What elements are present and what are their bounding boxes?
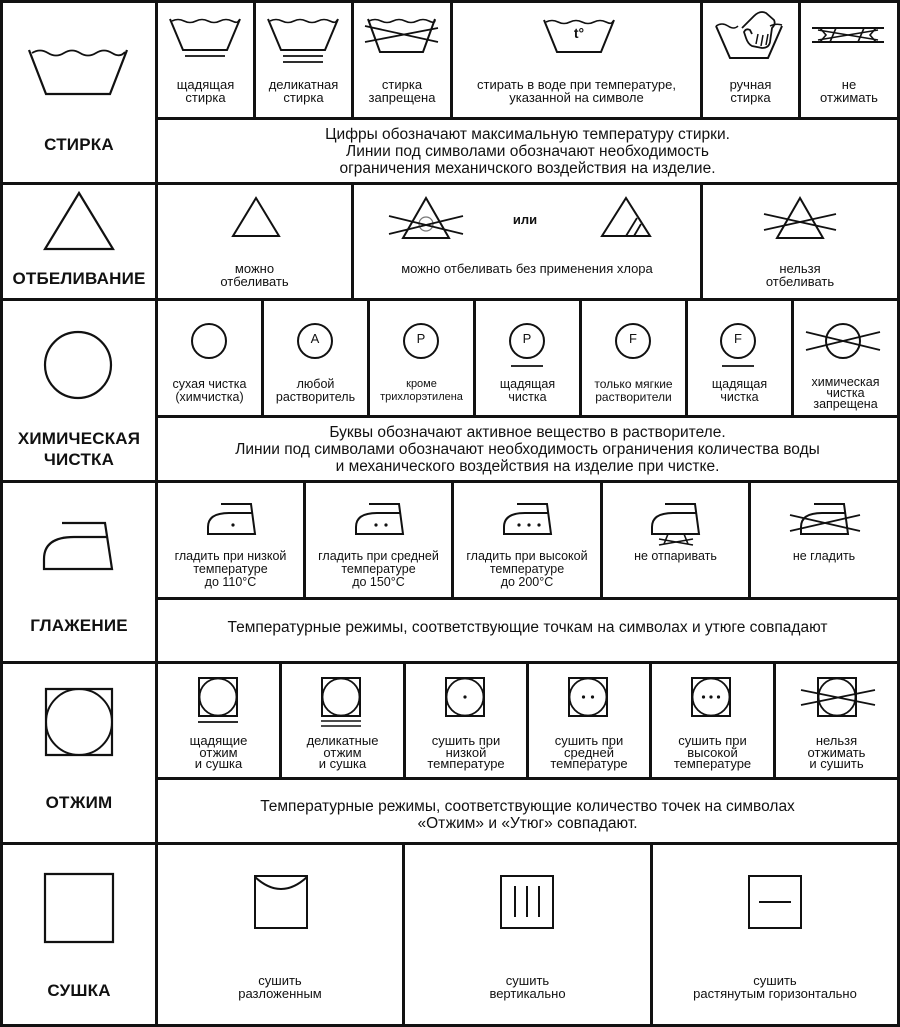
section-note: Температурные режимы, соответствующие точкам на символах и утюге совпадают [227, 619, 828, 636]
delicate-wash-icon [267, 18, 339, 64]
row-divider [155, 117, 900, 120]
no-iron-icon [788, 503, 862, 535]
tumble-low-icon [445, 677, 485, 717]
no-steam-icon [651, 503, 701, 547]
item-label: гладить при средней температуре до 150°C [318, 549, 439, 589]
no-bleach-icon [762, 196, 838, 240]
dry-icon [44, 873, 114, 943]
item-label: сушить при средней температуре [550, 733, 628, 771]
section-note: Буквы обозначают активное вещество в растворителе. Линии под символами обозначают необходимость ограничения количества воды и механического воздействия на изделие при чистке. [235, 424, 820, 475]
item-label: щадящая стирка [176, 77, 235, 105]
no-wring-icon [812, 26, 884, 44]
item-label: можно отбеливать без применения хлора [401, 261, 653, 276]
non-chlorine-bleach-icon [600, 196, 652, 238]
temperature-symbol-text: t° [573, 25, 585, 41]
item-label: щадящие отжим и сушка [189, 733, 248, 771]
solvent-letter: P [416, 331, 426, 346]
tumble-gentle-icon [198, 677, 238, 725]
no-dry-clean-icon [804, 322, 882, 360]
dry-clean-icon [190, 322, 228, 360]
item-label: сушить растянутым горизонтально [693, 973, 857, 1001]
section-divider [0, 842, 900, 845]
iron-medium-icon [355, 503, 405, 535]
cell-divider [600, 480, 603, 599]
solvent-letter: A [310, 331, 320, 346]
hand-wash-icon [714, 8, 786, 60]
item-label: щадящая чистка [499, 377, 556, 404]
tumble-medium-icon [568, 677, 608, 717]
cell-divider [351, 182, 354, 300]
wash-icon [28, 48, 128, 98]
bleach-allowed-icon [231, 196, 281, 238]
iron-low-icon [207, 503, 257, 535]
gentle-wash-icon [169, 18, 241, 58]
category-label: ХИМИЧЕСКАЯ ЧИСТКА [17, 429, 141, 469]
section-divider [0, 182, 900, 185]
item-label: стирать в воде при температуре, указанной на символе [477, 77, 676, 105]
section-divider [0, 298, 900, 301]
item-label: не гладить [792, 549, 856, 563]
item-label: нельзя отбеливать [765, 261, 835, 289]
category-label: СТИРКА [44, 135, 114, 154]
item-label: стирка запрещена [368, 77, 436, 105]
category-label: СУШКА [47, 981, 111, 1000]
item-label: не отжимать [820, 77, 878, 105]
tumble-dry-icon [45, 688, 113, 756]
item-label: деликатные отжим и сушка [306, 733, 379, 771]
item-label: гладить при низкой температуре до 110°C [174, 549, 287, 589]
section-divider [0, 661, 900, 664]
item-label: щадящая чистка [711, 377, 768, 404]
or-text: или [512, 212, 538, 227]
dry-horizontal-icon [748, 875, 802, 929]
solvent-letter: F [734, 331, 742, 346]
item-label: деликатная стирка [268, 77, 339, 105]
item-label: ручная стирка [729, 77, 772, 105]
cell-divider [748, 480, 751, 599]
section-note: Температурные режимы, соответствующие количество точек на символах «Отжим» и «Утюг» совпадают. [260, 798, 795, 832]
row-divider [155, 597, 900, 600]
iron-high-icon [503, 503, 553, 535]
dry-flat-icon [254, 875, 308, 929]
section-note: Цифры обозначают максимальную температуру стирки. Линии под символами обозначают необходимость ограничения механичского воздействия на изделие. [325, 126, 730, 177]
item-label: сушить при высокой температуре [673, 733, 752, 771]
iron-icon [42, 521, 114, 571]
item-label: кроме трихлорэтилена [380, 378, 463, 403]
row-divider [155, 415, 900, 418]
item-label: только мягкие растворители [594, 377, 673, 404]
item-label: любой растворитель [275, 377, 356, 404]
no-chlorine-bleach-icon [389, 196, 463, 240]
category-label: ОТЖИМ [45, 793, 113, 812]
no-tumble-icon [801, 677, 875, 717]
item-label: сухая чистка (химчистка) [172, 377, 247, 404]
item-label: гладить при высокой температуре до 200°C [466, 549, 588, 589]
tumble-delicate-icon [321, 677, 361, 729]
drip-dry-icon [500, 875, 554, 929]
bleach-icon [43, 191, 115, 251]
tumble-high-icon [691, 677, 731, 717]
solvent-letter: F [629, 331, 637, 346]
item-label: можно отбеливать [220, 261, 289, 289]
category-label: ГЛАЖЕНИЕ [30, 616, 128, 635]
item-label: сушить при низкой температуре [427, 733, 505, 771]
solvent-letter: P [522, 331, 532, 346]
category-label: ОТБЕЛИВАНИЕ [12, 269, 146, 288]
dry-clean-icon [43, 330, 113, 400]
item-label: сушить разложенным [238, 973, 322, 1001]
no-wash-icon [365, 18, 438, 54]
item-label: не отпаривать [634, 549, 717, 563]
item-label: химическая чистка запрещена [811, 375, 880, 411]
item-label: сушить вертикально [489, 973, 566, 1001]
section-divider [0, 480, 900, 483]
item-label: нельзя отжимать и сушить [807, 733, 866, 771]
